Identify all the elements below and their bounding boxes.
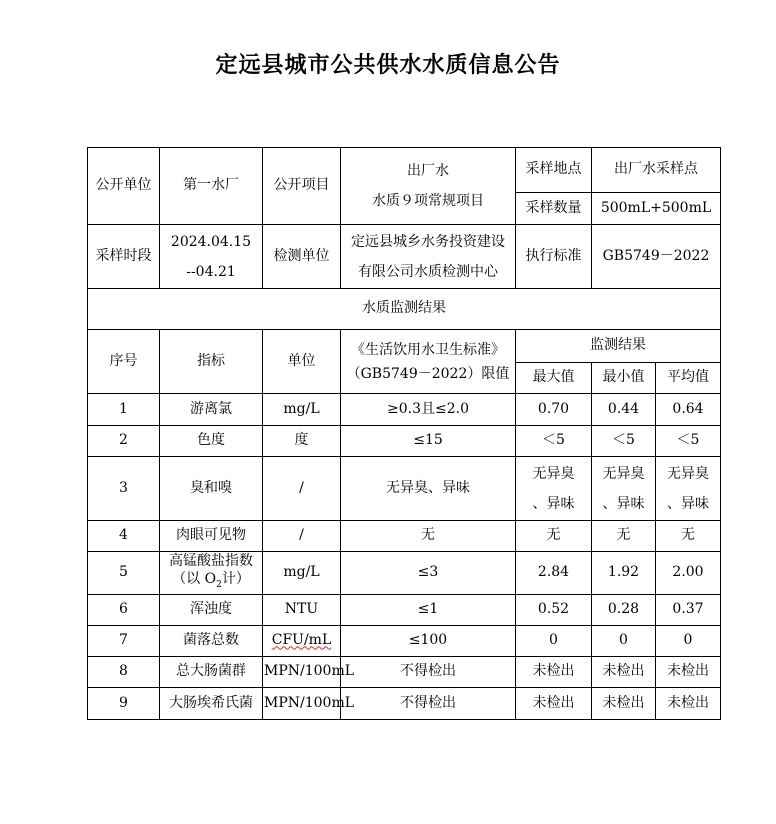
row-no: 2 <box>88 426 160 457</box>
row-unit: / <box>263 521 341 552</box>
item-value-line2: 水质９项常规项目 <box>372 193 484 209</box>
col-min: 最小值 <box>592 363 656 394</box>
row-indicator: 菌落总数 <box>160 626 263 657</box>
row-no: 7 <box>88 626 160 657</box>
site-value: 出厂水采样点 <box>592 148 721 193</box>
row-limit: ≤1 <box>341 595 516 626</box>
table-row <box>88 394 721 426</box>
row-no: 6 <box>88 595 160 626</box>
lab-line2: 有限公司水质检测中心 <box>358 263 498 280</box>
row-max: 0.70 <box>516 394 592 426</box>
site-label: 采样地点 <box>516 148 592 193</box>
row-indicator-line2: （以 $O_2$计） <box>172 571 250 590</box>
row-limit: ≤100 <box>341 626 516 657</box>
row-max: 未检出 <box>516 688 592 720</box>
row-min: 未检出 <box>592 657 656 688</box>
qty-value: 500mL+500mL <box>592 193 721 225</box>
item-label: 公开项目 <box>263 148 341 225</box>
period-label: 采样时段 <box>88 225 160 289</box>
period-line1: 2024.04.15 <box>170 233 252 250</box>
row-indicator: 臭和嗅 <box>160 457 263 521</box>
row-min: 无 <box>592 521 656 552</box>
qty-label: 采样数量 <box>516 193 592 225</box>
row-unit: mg/L <box>263 552 341 595</box>
row-max-line1: 无异臭 <box>532 465 575 482</box>
row-indicator-line1: 高锰酸盐指数 <box>169 553 253 570</box>
row-avg: 0.64 <box>656 394 721 426</box>
section-title: 水质监测结果 <box>88 289 721 330</box>
table-row <box>88 426 721 457</box>
col-no: 序号 <box>88 330 160 394</box>
table-row <box>88 626 721 657</box>
row-avg: 无 <box>656 521 721 552</box>
row-unit: / <box>263 457 341 521</box>
col-limit-line2: （GB5749－2022）限值 <box>346 365 510 382</box>
lab-value <box>341 225 516 289</box>
row-min-line2: 、异味 <box>602 495 645 512</box>
row-max: 无 <box>516 521 592 552</box>
col-limit-line1: 《生活饮用水卫生标准》 <box>351 341 505 358</box>
row-max: 未检出 <box>516 657 592 688</box>
standard-value: GB5749－2022 <box>592 225 721 289</box>
row-indicator <box>160 552 263 595</box>
row-limit: 不得检出 <box>341 657 516 688</box>
col-results: 监测结果 <box>516 330 721 363</box>
page-title: 定远县城市公共供水水质信息公告 <box>215 53 561 78</box>
publisher-value: 第一水厂 <box>160 148 263 225</box>
row-indicator: 游离氯 <box>160 394 263 426</box>
row-indicator: 总大肠菌群 <box>160 657 263 688</box>
water-quality-table <box>87 147 721 720</box>
row-avg: 未检出 <box>656 688 721 720</box>
col-max: 最大值 <box>516 363 592 394</box>
row-no: 3 <box>88 457 160 521</box>
row-min-line1: 无异臭 <box>602 465 645 482</box>
table-row <box>88 457 721 521</box>
row-unit: MPN/100mL <box>263 657 341 688</box>
lab-line1: 定远县城乡水务投资建设 <box>351 233 505 250</box>
row-unit: mg/L <box>263 394 341 426</box>
row-max: 0 <box>516 626 592 657</box>
period-line2: --04.21 <box>186 263 236 280</box>
row-indicator: 色度 <box>160 426 263 457</box>
row-max: 0.52 <box>516 595 592 626</box>
row-min: 1.92 <box>592 552 656 595</box>
col-unit: 单位 <box>263 330 341 394</box>
row-min: 0.44 <box>592 394 656 426</box>
publisher-label: 公开单位 <box>88 148 160 225</box>
col-indicator: 指标 <box>160 330 263 394</box>
row-avg-line2: 、异味 <box>667 495 709 512</box>
row-min <box>592 457 656 521</box>
row-indicator: 浑浊度 <box>160 595 263 626</box>
row-unit: 度 <box>263 426 341 457</box>
row-limit: 无 <box>341 521 516 552</box>
row-min: 0.28 <box>592 595 656 626</box>
row-limit: ≤3 <box>341 552 516 595</box>
row-no: 5 <box>88 552 160 595</box>
row-avg: 2.00 <box>656 552 721 595</box>
row-unit: MPN/100mL <box>263 688 341 720</box>
row-max-line2: 、异味 <box>532 495 575 512</box>
row-indicator: 大肠埃希氏菌 <box>160 688 263 720</box>
lab-label: 检测单位 <box>263 225 341 289</box>
row-max: ＜5 <box>516 426 592 457</box>
row-max: 2.84 <box>516 552 592 595</box>
row-max <box>516 457 592 521</box>
row-indicator: 肉眼可见物 <box>160 521 263 552</box>
col-avg: 平均值 <box>656 363 721 394</box>
table-row <box>88 521 721 552</box>
row-avg-line1: 无异臭 <box>667 465 709 482</box>
row-limit: 无异臭、异味 <box>341 457 516 521</box>
row-unit: NTU <box>263 595 341 626</box>
row-limit: 不得检出 <box>341 688 516 720</box>
standard-label: 执行标准 <box>516 225 592 289</box>
period-value <box>160 225 263 289</box>
row-unit: CFU/mL <box>263 626 341 657</box>
row-min: ＜5 <box>592 426 656 457</box>
row-no: 1 <box>88 394 160 426</box>
row-min: 0 <box>592 626 656 657</box>
row-limit: ≥0.3且≤2.0 <box>341 394 516 426</box>
item-value <box>341 148 516 225</box>
row-avg: ＜5 <box>656 426 721 457</box>
row-min: 未检出 <box>592 688 656 720</box>
item-value-line1: 出厂水 <box>407 163 449 179</box>
row-no: 9 <box>88 688 160 720</box>
row-avg <box>656 457 721 521</box>
row-avg: 未检出 <box>656 657 721 688</box>
row-avg: 0 <box>656 626 721 657</box>
row-no: 4 <box>88 521 160 552</box>
table-row <box>88 657 721 688</box>
row-limit: ≤15 <box>341 426 516 457</box>
table-row <box>88 688 721 720</box>
row-avg: 0.37 <box>656 595 721 626</box>
table-row <box>88 595 721 626</box>
col-limit <box>341 330 516 394</box>
row-no: 8 <box>88 657 160 688</box>
table-row <box>88 552 721 595</box>
